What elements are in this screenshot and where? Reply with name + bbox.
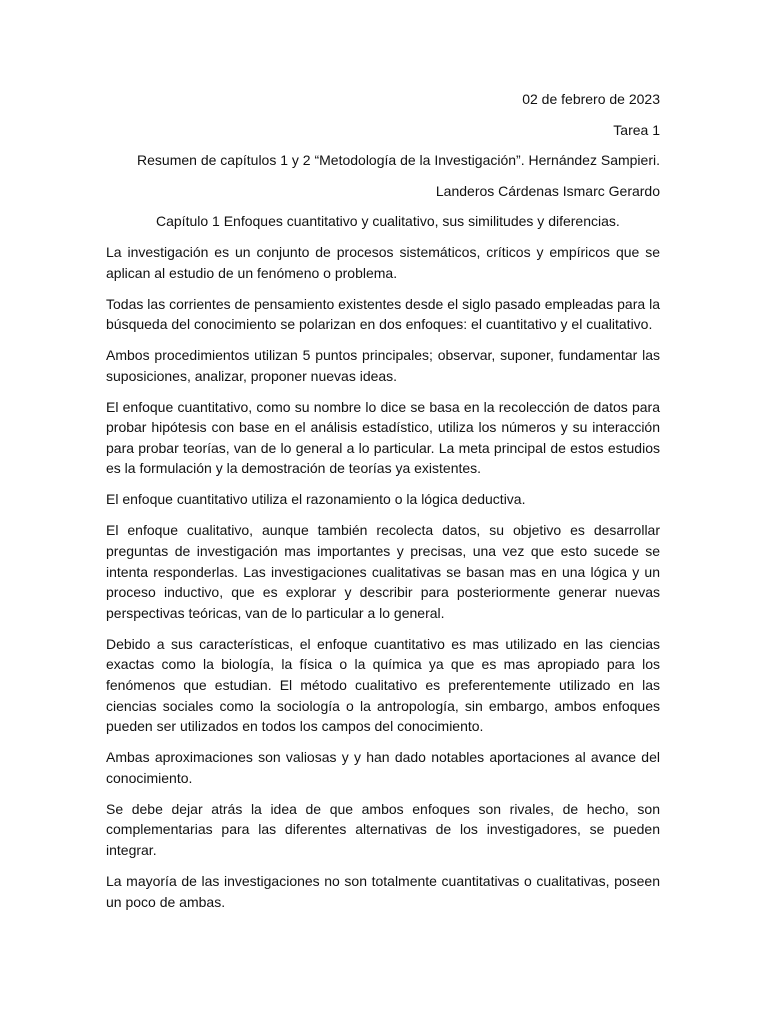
document-title: Resumen de capítulos 1 y 2 “Metodología de la Investigación”. Hernández Sampieri.	[137, 152, 660, 169]
document-body	[106, 89, 660, 923]
paragraph: Ambos procedimientos utilizan 5 puntos principales; observar, suponer, fundamentar las suposiciones, analizar, proponer nuevas ideas.	[106, 347, 660, 384]
paragraph: Todas las corrientes de pensamiento existentes desde el siglo pasado empleadas para la búsqueda del conocimiento se polarizan en dos enfoques: el cuantitativo y el cualitativo.	[106, 295, 660, 333]
paragraph: La mayoría de las investigaciones no son totalmente cuantitativas o cualitativas, poseen un poco de ambas.	[106, 872, 660, 910]
paragraph: El enfoque cualitativo, aunque también recolecta datos, su objetivo es desarrollar preguntas de investigación mas importantes y precisas, una vez que esto sucede se intenta responderlas. Las investigaciones cualitativas se basan mas en una lógica y un proceso inductivo, que es explorar y describir para posteriormente generar nuevas perspectivas teóricas, van de lo particular a lo general.	[106, 522, 660, 621]
document-date: 02 de febrero de 2023	[522, 91, 660, 107]
chapter-heading: Capítulo 1 Enfoques cuantitativo y cualitativo, sus similitudes y diferencias.	[156, 213, 620, 230]
paragraph: El enfoque cuantitativo, como su nombre lo dice se basa en la recolección de datos para probar hipótesis con base en el análisis estadístico, utiliza los números y su interacción para probar teorías, van de lo general a lo particular. La meta principal de estos estudios es la formulación y la demostración de teorías ya existentes.	[106, 398, 660, 477]
paragraph: El enfoque cuantitativo utiliza el razonamiento o la lógica deductiva.	[106, 491, 526, 508]
assignment-label: Tarea 1	[613, 121, 660, 138]
author-name: Landeros Cárdenas Ismarc Gerardo	[435, 182, 660, 199]
paragraph: Ambas aproximaciones son valiosas y y han dado notables aportaciones al avance del conocimiento.	[106, 749, 660, 786]
paragraph: La investigación es un conjunto de procesos sistemáticos, críticos y empíricos que se aplican al estudio de un fenómeno o problema.	[106, 243, 660, 281]
paragraph: Debido a sus características, el enfoque cuantitativo es mas utilizado en las ciencias exactas como la biología, la física o la química ya que es mas apropiado para los fenómenos que estudian. El método cualitativo es preferentemente utilizado en las ciencias sociales como la sociología o la antropología, sin embargo, ambos enfoques pueden ser utilizados en todos los campos del conocimiento.	[106, 635, 660, 735]
paragraph: Se debe dejar atrás la idea de que ambos enfoques son rivales, de hecho, son complementarias para las diferentes alternativas de los investigadores, se pueden integrar.	[106, 800, 660, 858]
